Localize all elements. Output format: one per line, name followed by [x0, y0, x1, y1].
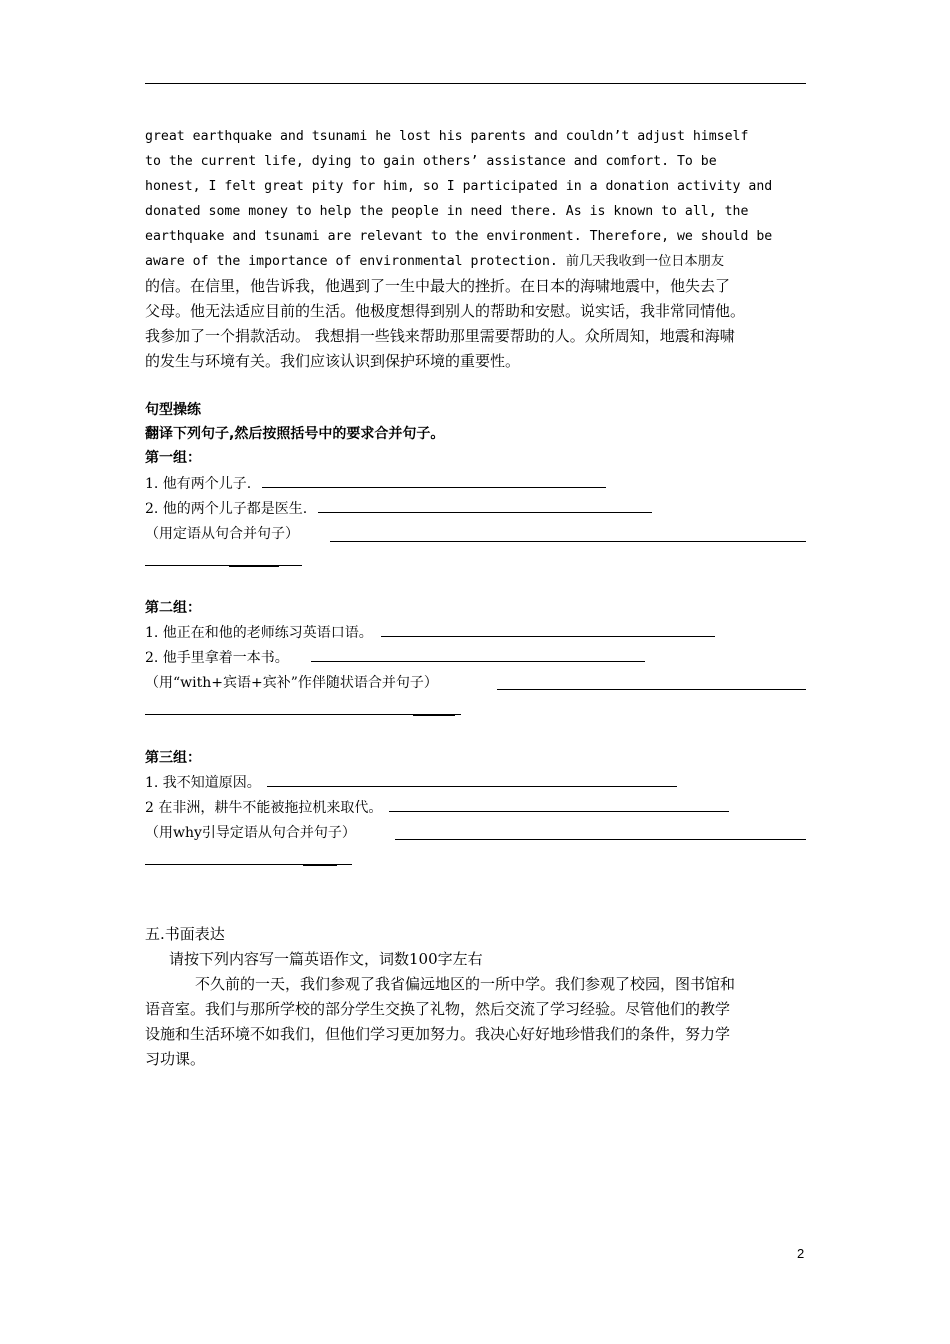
- passage-line: to the current life, dying to gain others’ assistance and comfort. To be: [145, 154, 717, 169]
- writing-instruction: 请按下列内容写一篇英语作文，词数100字左右: [169, 950, 483, 968]
- group2-item2: [145, 646, 645, 670]
- underline-mark: [229, 564, 279, 567]
- header-rule: [145, 83, 806, 84]
- underline-mark: [413, 713, 455, 716]
- requirement-text: （用why引导定语从句合并句子）: [145, 825, 356, 841]
- group2-requirement: [145, 671, 438, 695]
- answer-blank[interactable]: [497, 688, 806, 690]
- writing-line: 习功课。: [145, 1050, 206, 1068]
- passage-line: earthquake and tsunami are relevant to the environment. Therefore, we should be: [145, 229, 773, 244]
- answer-blank[interactable]: [267, 772, 677, 787]
- page-number: 2: [797, 1246, 805, 1261]
- answer-blank[interactable]: [318, 498, 652, 513]
- drill-instruction: 翻译下列句子,然后按照括号中的要求合并句子。: [145, 426, 445, 442]
- passage-line: honest, I felt great pity for him, so I participated in a donation activity and: [145, 179, 773, 194]
- item-text: 1. 我不知道原因。: [145, 775, 261, 791]
- passage-line: aware of the importance of environmental protection. 前几天我收到一位日本朋友: [145, 254, 725, 269]
- writing-section: [145, 922, 810, 1072]
- answer-blank[interactable]: [389, 797, 729, 812]
- passage-line: great earthquake and tsunami he lost his parents and couldn’t adjust himself: [145, 129, 749, 144]
- requirement-text: （用定语从句合并句子）: [145, 526, 299, 542]
- group-label: 第二组：: [145, 600, 201, 616]
- group3-item1: [145, 771, 677, 795]
- group-label: 第一组：: [145, 450, 201, 466]
- drill-title: 句型操练: [145, 402, 201, 418]
- passage-line: 的信。在信里，他告诉我，他遇到了一生中最大的挫折。在日本的海啸地震中，他失去了: [145, 277, 731, 295]
- group1-requirement: [145, 522, 806, 546]
- answer-blank[interactable]: [311, 647, 645, 662]
- item-text: 2. 他手里拿着一本书。: [145, 650, 289, 666]
- answer-blank[interactable]: [262, 473, 606, 488]
- answer-blank[interactable]: [381, 622, 715, 637]
- item-text: 1. 他有两个儿子.: [145, 476, 252, 492]
- underline-mark: [303, 863, 337, 866]
- chinese-passage: [145, 274, 810, 374]
- group2-item1: [145, 621, 715, 645]
- passage-line: donated some money to help the people in need there. As is known to all, the: [145, 204, 749, 219]
- group-label: 第三组：: [145, 750, 201, 766]
- answer-blank[interactable]: [395, 838, 806, 840]
- writing-line: 设施和生活环境不如我们，但他们学习更加努力。我决心好好地珍惜我们的条件，努力学: [145, 1025, 731, 1043]
- writing-line: 语音室。我们与那所学校的部分学生交换了礼物，然后交流了学习经验。尽管他们的教学: [145, 1000, 731, 1018]
- item-text: 2. 他的两个儿子都是医生.: [145, 501, 308, 517]
- passage-line: 父母。他无法适应目前的生活。他极度想得到别人的帮助和安慰。说实话，我非常同情他。: [145, 302, 746, 320]
- requirement-text: （用“with+宾语+宾补”作伴随状语合并句子）: [145, 675, 438, 691]
- group3-requirement: [145, 821, 356, 845]
- item-text: 1. 他正在和他的老师练习英语口语。: [145, 625, 373, 641]
- passage-line: 的发生与环境有关。我们应该认识到保护环境的重要性。: [145, 352, 521, 370]
- group1-item1: [145, 472, 606, 496]
- group1-item2: [145, 497, 652, 521]
- item-text: 2 在非洲，耕牛不能被拖拉机来取代。: [145, 800, 383, 816]
- group3-item2: [145, 796, 729, 820]
- writing-line: 不久前的一天，我们参观了我省偏远地区的一所中学。我们参观了校园，图书馆和: [195, 975, 736, 993]
- english-passage: [145, 124, 810, 274]
- writing-heading: 五.书面表达: [145, 925, 225, 943]
- answer-blank[interactable]: [330, 540, 806, 542]
- passage-line: 我参加了一个捐款活动。 我想捐一些钱来帮助那里需要帮助的人。众所周知，地震和海啸: [145, 327, 735, 345]
